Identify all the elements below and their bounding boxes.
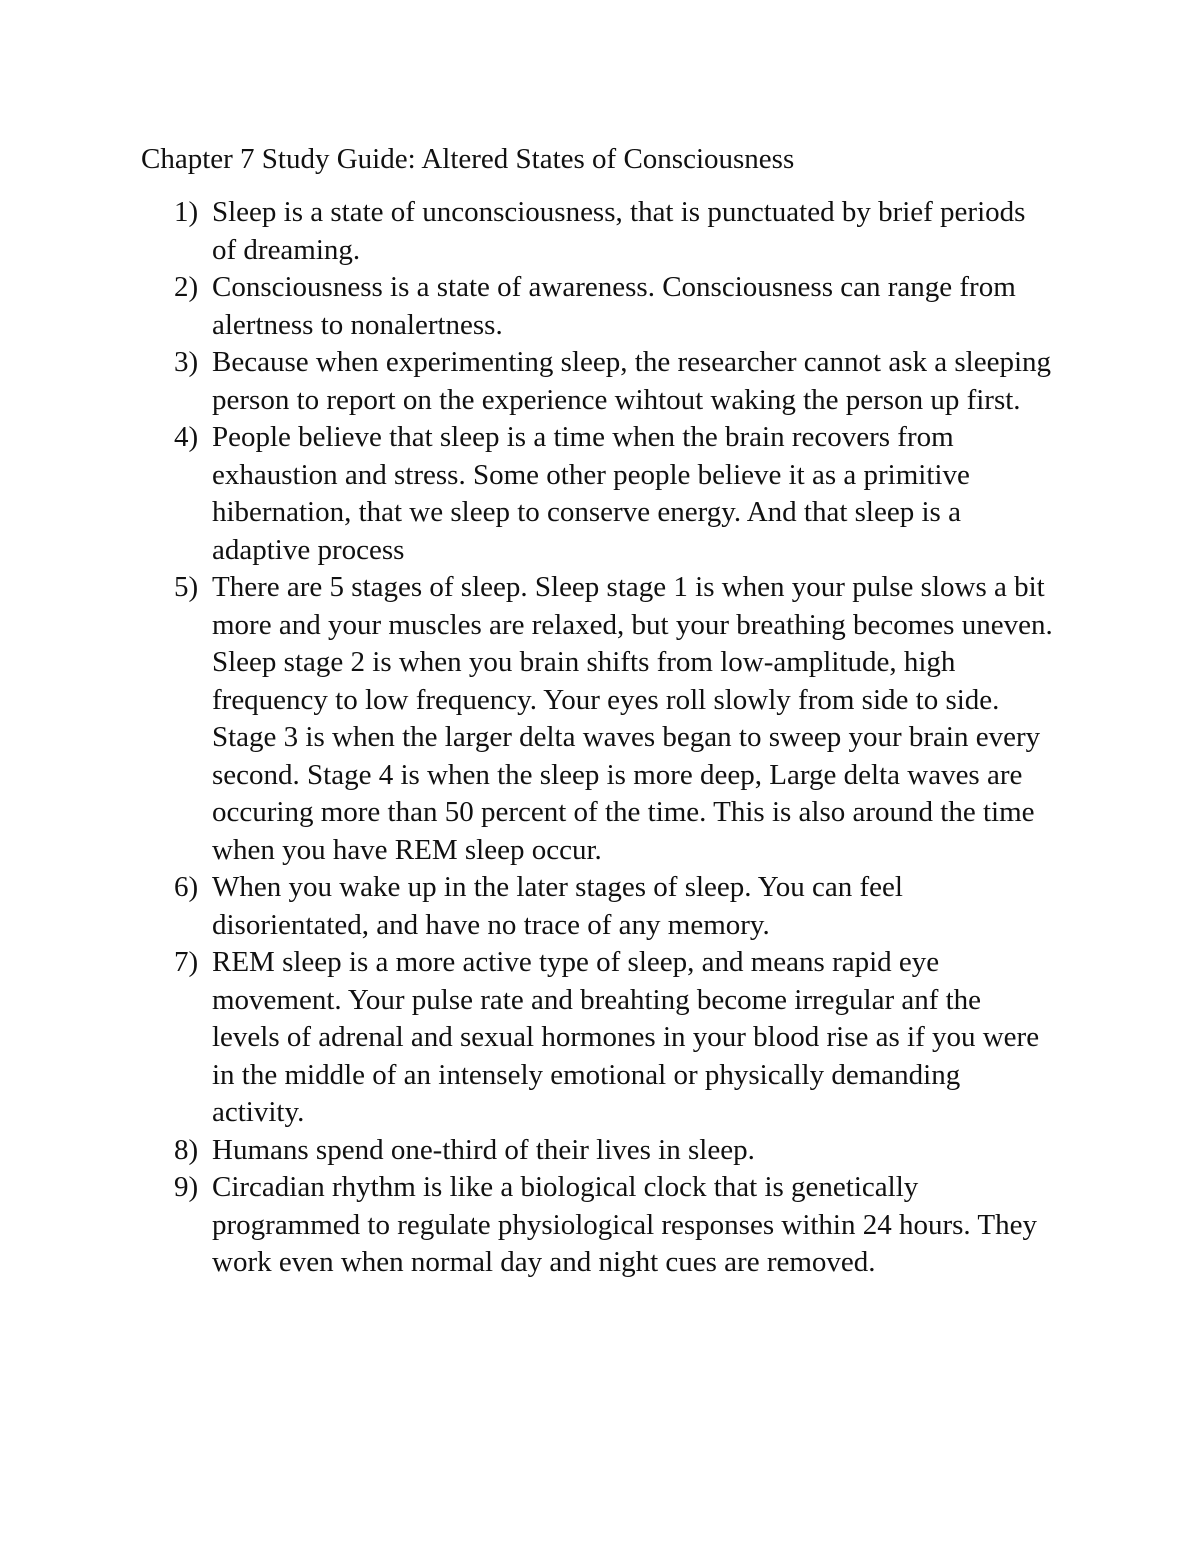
document-title: Chapter 7 Study Guide: Altered States of Consciousness [141,143,795,175]
item-text: People believe that sleep is a time when the brain recovers from exhaustion and stress. Some other people believe it as a primitive hibernation, that we sleep to conserve energy. And that sleep is a adaptive process [212,421,970,566]
item-number: 4) [174,421,199,453]
list-item [174,1132,1054,1170]
item-text: Sleep is a state of unconsciousness, that is punctuated by brief periods of dreaming. [212,196,1026,266]
item-text: Consciousness is a state of awareness. Consciousness can range from alertness to nonalertness. [212,271,1016,341]
item-number: 7) [174,946,199,978]
list-item [174,869,1054,944]
item-number: 5) [174,571,199,603]
item-text: REM sleep is a more active type of sleep, and means rapid eye movement. Your pulse rate and breahting become irregular anf the levels of adrenal and sexual hormones in your blood rise as if you were in the middle of an intensely emotional or physically demanding activity. [212,946,1040,1128]
item-text: Humans spend one-third of their lives in sleep. [212,1133,755,1166]
item-text: Because when experimenting sleep, the researcher cannot ask a sleeping person to report on the experience wihtout waking the person up first. [212,346,1052,416]
item-number: 8) [174,1133,199,1166]
list-item [174,944,1054,1132]
list-item [174,569,1054,869]
item-text: There are 5 stages of sleep. Sleep stage 1 is when your pulse slows a bit more and your muscles are relaxed, but your breathing becomes uneven. Sleep stage 2 is when you brain shifts from low-amplitude, high frequency to low frequency. Your eyes roll slowly from side to side. Stage 3 is when the larger delta waves began to sweep your brain every second. Stage 4 is when the sleep is more deep, Large delta waves are occuring more than 50 percent of the time. This is also around the time when you have REM sleep occur. [212,571,1053,866]
item-text: When you wake up in the later stages of sleep. You can feel disorientated, and have no trace of any memory. [212,871,903,941]
item-number: 1) [174,196,199,228]
item-number: 2) [174,271,199,303]
item-number: 9) [174,1171,199,1203]
item-number: 6) [174,871,199,903]
list-item [174,269,1054,344]
list-item [174,1169,1054,1282]
item-number: 3) [174,346,199,378]
study-guide-list [174,194,1054,1282]
list-item [174,419,1054,569]
list-item [174,194,1054,269]
list-item [174,344,1054,419]
item-text: Circadian rhythm is like a biological clock that is genetically programmed to regulate physiological responses within 24 hours. They work even when normal day and night cues are removed. [212,1171,1037,1278]
